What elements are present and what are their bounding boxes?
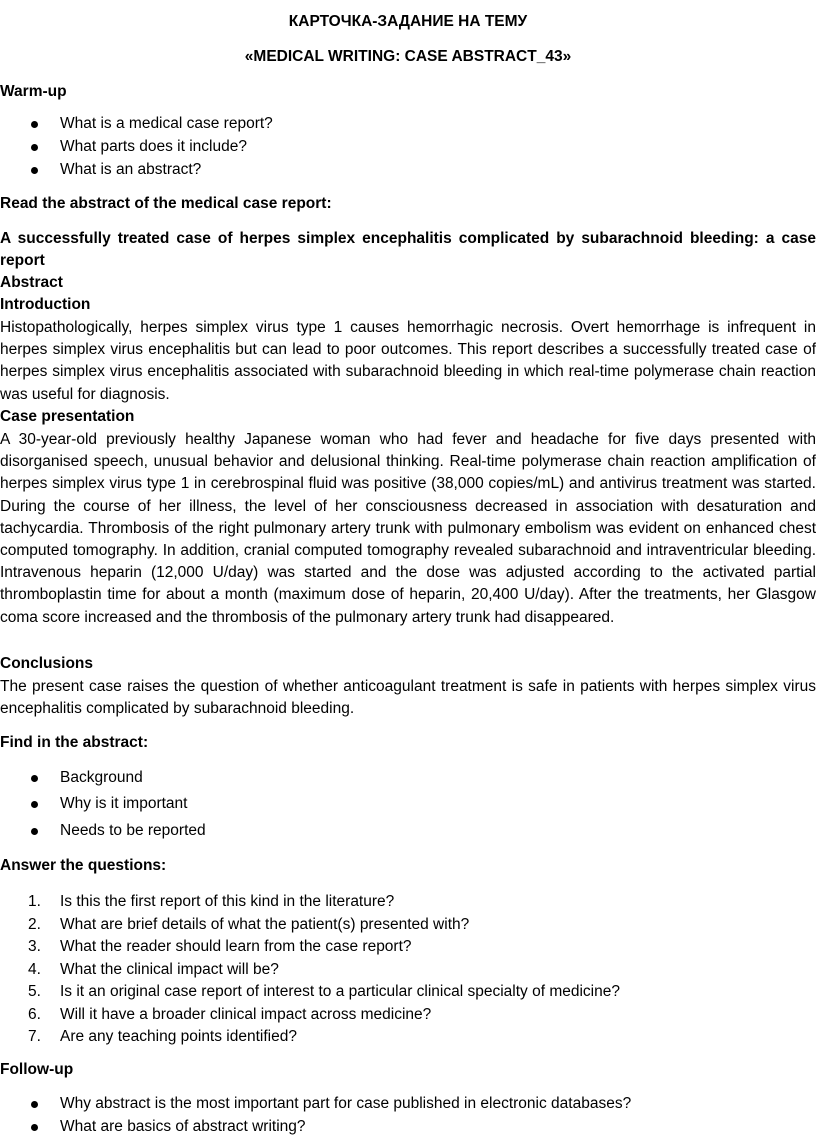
- question-number: 1.: [28, 893, 41, 910]
- find-heading: Find in the abstract:: [0, 734, 149, 751]
- question-item: [0, 891, 816, 913]
- find-item: [0, 767, 816, 789]
- question-number: 4.: [28, 961, 41, 978]
- question-text: What are brief details of what the patient(s) presented with?: [60, 916, 470, 933]
- bullet-icon: [31, 144, 38, 151]
- question-number: 2.: [28, 916, 41, 933]
- worksheet-topic: «MEDICAL WRITING: CASE ABSTRACT_43»: [244, 48, 572, 65]
- bullet-icon: [31, 828, 38, 835]
- answer-heading: Answer the questions:: [0, 857, 167, 874]
- bullet-icon: [31, 121, 38, 128]
- question-item: [0, 914, 816, 936]
- find-item-text: Why is it important: [60, 795, 188, 812]
- bullet-icon: [31, 1124, 38, 1131]
- question-number: 3.: [28, 938, 41, 955]
- find-item: [0, 820, 816, 842]
- question-text: What the clinical impact will be?: [60, 961, 279, 978]
- article-title: A successfully treated case of herpes simplex encephalitis complicated by subarachnoid bleeding: a case report: [0, 230, 816, 270]
- worksheet-title: КАРТОЧКА-ЗАДАНИЕ НА ТЕМУ: [288, 13, 528, 30]
- followup-item: [0, 1093, 816, 1115]
- bullet-icon: [31, 801, 38, 808]
- warmup-item: [0, 113, 816, 135]
- followup-item-text: Why abstract is the most important part for case published in electronic databases?: [60, 1095, 632, 1112]
- question-item: [0, 1026, 816, 1048]
- followup-item-text: What are basics of abstract writing?: [60, 1118, 306, 1135]
- question-number: 7.: [28, 1028, 41, 1045]
- question-text: Will it have a broader clinical impact across medicine?: [60, 1006, 432, 1023]
- followup-item: [0, 1116, 816, 1138]
- warmup-heading: Warm-up: [0, 83, 67, 100]
- warmup-item-text: What is an abstract?: [60, 161, 202, 178]
- question-text: What the reader should learn from the case report?: [60, 938, 412, 955]
- introduction-text: Histopathologically, herpes simplex virus type 1 causes hemorrhagic necrosis. Overt hemorrhage is infrequent in herpes simplex virus encephalitis but can lead to poor outcomes. This report describes a successfully treated case of herpes simplex virus encephalitis associated with subarachnoid bleeding in which real-time polymerase chain reaction was useful for diagnosis.: [0, 319, 816, 403]
- question-item: [0, 959, 816, 981]
- bullet-icon: [31, 167, 38, 174]
- warmup-item: [0, 159, 816, 181]
- case-presentation-label: Case presentation: [0, 408, 135, 425]
- find-item: [0, 793, 816, 815]
- followup-heading: Follow-up: [0, 1061, 74, 1078]
- conclusions-label: Conclusions: [0, 655, 94, 672]
- bullet-icon: [31, 775, 38, 782]
- find-item-text: Background: [60, 769, 143, 786]
- warmup-item: [0, 136, 816, 158]
- question-item: [0, 936, 816, 958]
- bullet-icon: [31, 1101, 38, 1108]
- find-item-text: Needs to be reported: [60, 822, 206, 839]
- question-text: Is it an original case report of interest to a particular clinical specialty of medicine?: [60, 983, 620, 1000]
- introduction-label: Introduction: [0, 296, 91, 313]
- abstract-label: Abstract: [0, 274, 63, 291]
- question-text: Are any teaching points identified?: [60, 1028, 297, 1045]
- warmup-item-text: What is a medical case report?: [60, 115, 273, 132]
- conclusions-text: The present case raises the question of whether anticoagulant treatment is safe in patients with herpes simplex virus encephalitis complicated by subarachnoid bleeding.: [0, 678, 816, 718]
- case-presentation-text: A 30-year-old previously healthy Japanese woman who had fever and headache for five days presented with disorganised speech, unusual behavior and delusional thinking. Real-time polymerase chain reaction amplification of herpes simplex virus type 1 in cerebrospinal fluid was positive (38,000 copies/mL) and antivirus treatment was started. During the course of her illness, the level of her consciousness decreased in association with desaturation and tachycardia. Thrombosis of the right pulmonary artery trunk with pulmonary embolism was evident on enhanced chest computed tomography. In addition, cranial computed tomography revealed subarachnoid and intraventricular bleeding. Intravenous heparin (12,000 U/day) was started and the dose was adjusted according to the activated partial thromboplastin time for about a month (maximum dose of heparin, 20,400 U/day). After the treatments, her Glasgow coma score increased and the thrombosis of the pulmonary artery trunk had disappeared.: [0, 431, 816, 626]
- question-number: 5.: [28, 983, 41, 1000]
- read-heading: Read the abstract of the medical case report:: [0, 195, 332, 212]
- warmup-item-text: What parts does it include?: [60, 138, 247, 155]
- question-item: [0, 981, 816, 1003]
- question-text: Is this the first report of this kind in the literature?: [60, 893, 395, 910]
- question-item: [0, 1004, 816, 1026]
- question-number: 6.: [28, 1006, 41, 1023]
